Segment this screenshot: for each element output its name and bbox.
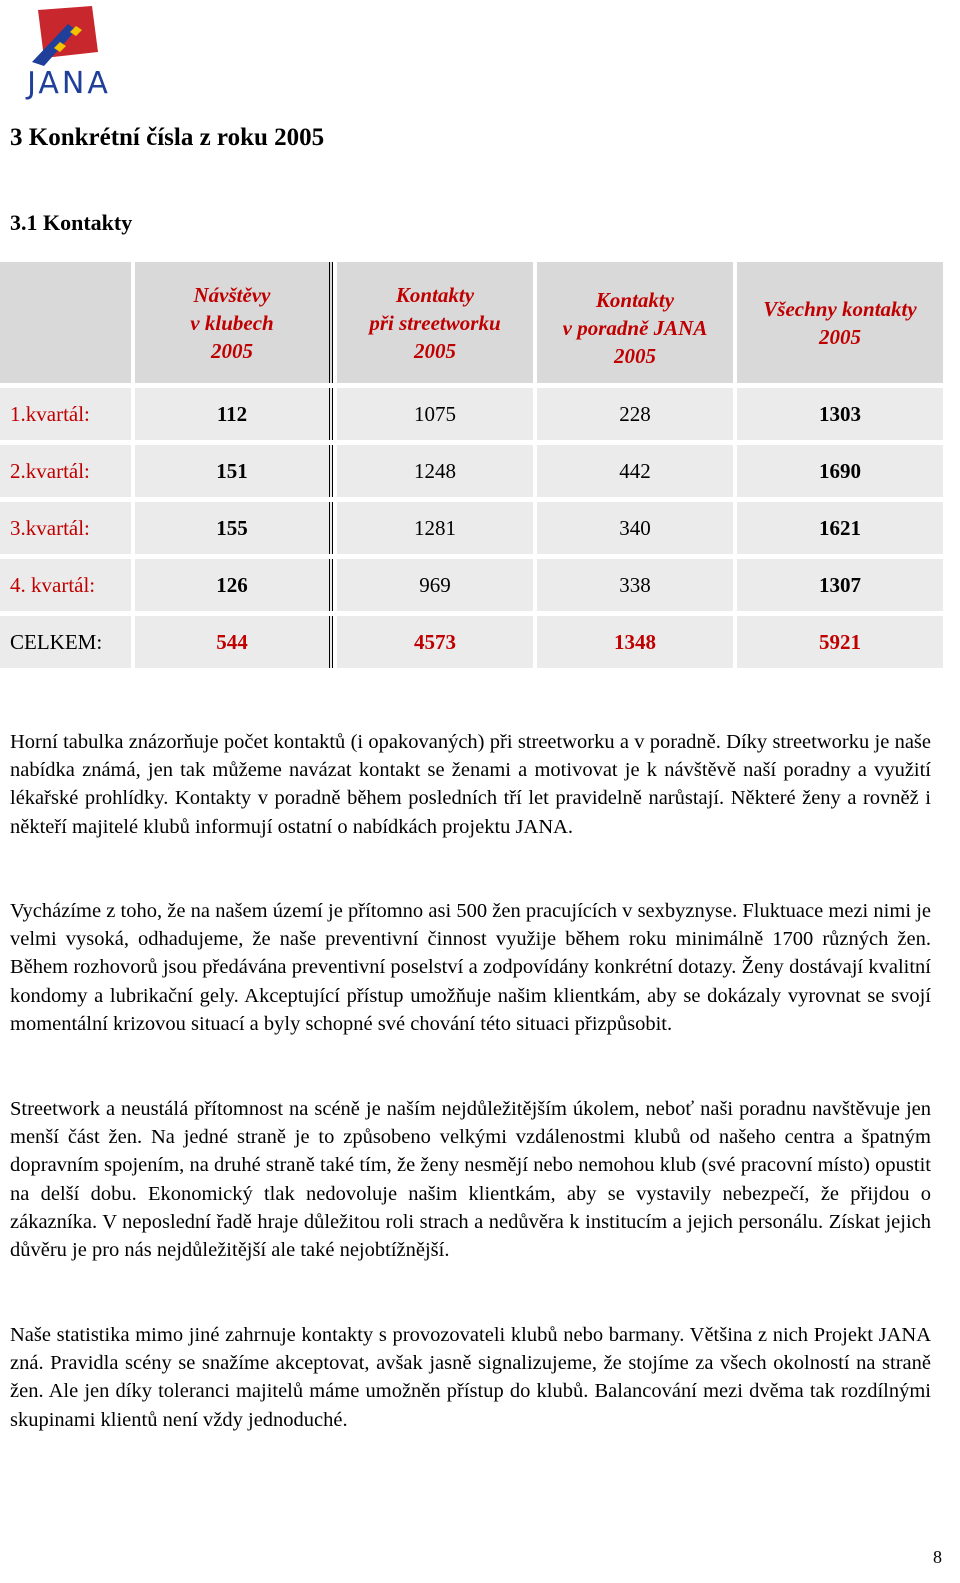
streetwork-value: 1248 xyxy=(337,445,533,497)
total-label: CELKEM: xyxy=(0,616,131,668)
paragraph: Vycházíme z toho, že na našem území je přítomno asi 500 žen pracujících v sexbyznyse. Fluktuace mezi nimi je velmi vysoká, odhadujeme, že naše preventivní činnost využije během roku minimálně 1700 různých žen. Během rozhovorů jsou předávána preventivní poselství a zodpovídány konkrétní dotazy. Ženy dostávají kvalitní kondomy a lubrikační gely. Akceptující přístup umožňuje našim klientkám, aby se dokázaly vyrovnat se svojí momentální krizovou situací a byly schopné své chování této situaci přizpůsobit. xyxy=(10,900,931,1035)
all-contacts-value: 1307 xyxy=(737,559,943,611)
table-total-row xyxy=(0,616,943,668)
paragraph: Horní tabulka znázorňuje počet kontaktů (i opakovaných) při streetworku a v poradně. Díky streetworku je naše nabídka známá, jen tak můžeme navázat kontakt se ženami a motivovat je k návštěvě naší poradny a využití lékařské prohlídky. Kontakty v poradně během posledních tří let pravidelně narůstají. Některé ženy a rovněž i někteří majitelé klubů informují ostatní o nabídkách projektu JANA. xyxy=(10,731,931,838)
visits-value: 151 xyxy=(135,445,333,497)
header-all-contacts: Všechny kontakty 2005 xyxy=(737,262,943,383)
all-contacts-value: 1621 xyxy=(737,502,943,554)
counseling-value: 442 xyxy=(537,445,733,497)
total-all-contacts-value: 5921 xyxy=(737,616,943,668)
all-contacts-value: 1690 xyxy=(737,445,943,497)
table-header-row xyxy=(0,262,943,383)
counseling-value: 228 xyxy=(537,388,733,440)
contacts-table xyxy=(0,262,943,668)
logo-graphic-icon xyxy=(10,4,128,74)
paragraph: Streetwork a neustálá přítomnost na scéně je naším nejdůležitějším úkolem, neboť naši poradnu navštěvuje jen menší část žen. Na jedné straně je to způsobeno velkými vzdálenostmi klubů od našeho centra a špatným dopravním spojením, na druhé straně také tím, že ženy nesmějí nebo nemohou klub (své pracovní místo) opustit na delší dobu. Ekonomický tlak nedovoluje našim klientkám, aby se vystavily nebezpečí, že přijdou o zákazníka. V neposlední řadě hraje důležitou roli strach a nedůvěra k institucím a jejich personálu. Získat jejich důvěru je pro nás nejdůležitější ale také nejobtížnější. xyxy=(10,1098,931,1262)
visits-value: 112 xyxy=(135,388,333,440)
streetwork-value: 1075 xyxy=(337,388,533,440)
page-number: 8 xyxy=(933,1547,942,1567)
table-row xyxy=(0,502,943,554)
all-contacts-value: 1303 xyxy=(737,388,943,440)
row-label: 1.kvartál: xyxy=(0,388,131,440)
table-row xyxy=(0,559,943,611)
header-streetwork: Kontakty při streetworku 2005 xyxy=(337,262,533,383)
visits-value: 126 xyxy=(135,559,333,611)
streetwork-value: 969 xyxy=(337,559,533,611)
logo-text: JANA xyxy=(27,66,111,101)
paragraph: Naše statistika mimo jiné zahrnuje kontakty s provozovateli klubů nebo barmany. Většina z nich Projekt JANA zná. Pravidla scény se snažíme akceptovat, avšak jasně signalizujeme, že stojíme za všech okolností na straně žen. Ale jen díky toleranci majitelů máme umožněn přístup do klubů. Balancování mezi dvěma tak rozdílnými skupinami klientů není vždy jednoduché. xyxy=(10,1324,931,1431)
header-corner-cell xyxy=(0,262,131,383)
total-streetwork-value: 4573 xyxy=(337,616,533,668)
table-row xyxy=(0,388,943,440)
header-counseling: Kontakty v poradně JANA 2005 xyxy=(537,262,733,383)
row-label: 3.kvartál: xyxy=(0,502,131,554)
row-label: 4. kvartál: xyxy=(0,559,131,611)
subsection-heading: 3.1 Kontakty xyxy=(10,210,133,235)
header-visits: Návštěvy v klubech 2005 xyxy=(135,262,333,383)
jana-logo xyxy=(10,4,128,100)
counseling-value: 340 xyxy=(537,502,733,554)
section-heading: 3 Konkrétní čísla z roku 2005 xyxy=(10,124,325,151)
counseling-value: 338 xyxy=(537,559,733,611)
streetwork-value: 1281 xyxy=(337,502,533,554)
table-row xyxy=(0,445,943,497)
visits-value: 155 xyxy=(135,502,333,554)
total-visits-value: 544 xyxy=(135,616,333,668)
row-label: 2.kvartál: xyxy=(0,445,131,497)
total-counseling-value: 1348 xyxy=(537,616,733,668)
